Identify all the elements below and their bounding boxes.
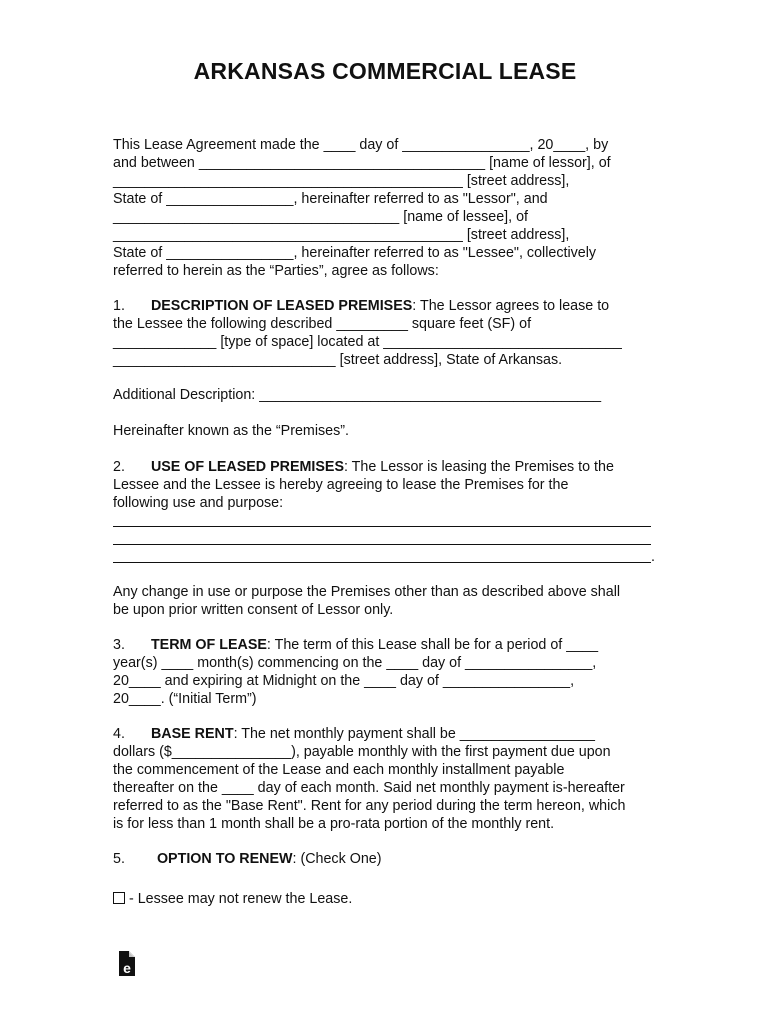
section-1-line-1 <box>113 297 609 315</box>
change-line-1: Any change in use or purpose the Premises other than as described above shall <box>113 584 621 600</box>
document-title: ARKANSAS COMMERCIAL LEASE <box>193 58 577 84</box>
section-5-number: 5. <box>113 851 125 867</box>
use-purpose-period: . <box>651 549 655 565</box>
section-3-line-3: 20____ and expiring at Midnight on the ____ day of ________________, <box>113 673 575 689</box>
use-purpose-blank-1[interactable] <box>113 526 651 527</box>
section-4-line-3: the commencement of the Lease and each monthly installment payable <box>113 762 565 778</box>
section-1-number: 1. <box>113 298 125 314</box>
section-5-line-1 <box>113 850 382 868</box>
intro-line-8: referred to herein as the “Parties”, agree as follows: <box>113 263 439 279</box>
section-1-line-3: _____________ [type of space] located at ______________________________ <box>113 334 622 350</box>
renew-option-1-checkbox[interactable] <box>113 892 125 904</box>
intro-line-6: ____________________________________________ [street address], <box>113 227 570 243</box>
section-2-text: : The Lessor is leasing the Premises to the <box>343 459 614 475</box>
intro-line-7: State of ________________, hereinafter referred to as "Lessee", collectively <box>113 245 597 261</box>
intro-line-1: This Lease Agreement made the ____ day of ________________, 20____, by <box>113 137 609 153</box>
renew-option-1 <box>113 890 352 908</box>
intro-line-3: ____________________________________________ [street address], <box>113 173 570 189</box>
section-1-heading: DESCRIPTION OF LEASED PREMISES <box>150 298 413 314</box>
change-line-2: be upon prior written consent of Lessor only. <box>113 602 394 618</box>
svg-text:e: e <box>123 960 131 976</box>
hereinafter-premises: Hereinafter known as the “Premises”. <box>113 423 349 439</box>
section-5-heading: OPTION TO RENEW <box>156 851 293 867</box>
section-3-text: : The term of this Lease shall be for a period of ____ <box>266 637 599 653</box>
section-3-heading: TERM OF LEASE <box>150 637 267 653</box>
section-4-line-6: is for less than 1 month shall be a pro-rata portion of the monthly rent. <box>113 816 555 832</box>
section-3-number: 3. <box>113 637 125 653</box>
use-purpose-blank-3[interactable] <box>113 562 651 563</box>
section-1-line-4: ____________________________ [street address], State of Arkansas. <box>113 352 563 368</box>
section-2-number: 2. <box>113 459 125 475</box>
section-4-line-1 <box>113 725 595 743</box>
intro-line-2: and between ____________________________________ [name of lessor], of <box>113 155 611 171</box>
use-purpose-blank-2[interactable] <box>113 544 651 545</box>
eforms-logo-icon <box>118 951 136 977</box>
section-4-text: : The net monthly payment shall be _________________ <box>233 726 595 742</box>
additional-description: Additional Description: ___________________________________________ <box>113 387 602 403</box>
section-2-line-2: Lessee and the Lessee is hereby agreeing to lease the Premises for the <box>113 477 569 493</box>
intro-line-4: State of ________________, hereinafter referred to as "Lessor", and <box>113 191 548 207</box>
section-4-heading: BASE RENT <box>150 726 234 742</box>
section-1-text: : The Lessor agrees to lease to <box>412 298 610 314</box>
section-4-line-5: referred to as the "Base Rent". Rent for any period during the term hereon, which <box>113 798 626 814</box>
section-5-text: : (Check One) <box>292 851 382 867</box>
section-3-line-1 <box>113 636 598 654</box>
section-2-heading: USE OF LEASED PREMISES <box>150 459 344 475</box>
renew-option-1-label: - Lessee may not renew the Lease. <box>129 891 353 907</box>
section-4-line-2: dollars ($_______________), payable monthly with the first payment due upon <box>113 744 611 760</box>
section-4-number: 4. <box>113 726 125 742</box>
section-4-line-4: thereafter on the ____ day of each month. Said net monthly payment is-hereafter <box>113 780 625 796</box>
intro-line-5: ____________________________________ [name of lessee], of <box>113 209 528 225</box>
section-3-line-2: year(s) ____ month(s) commencing on the ____ day of ________________, <box>113 655 597 671</box>
section-1-line-2: the Lessee the following described _________ square feet (SF) of <box>113 316 532 332</box>
section-2-line-3: following use and purpose: <box>113 495 284 511</box>
section-3-line-4: 20____. (“Initial Term”) <box>113 691 257 707</box>
section-2-line-1 <box>113 458 614 476</box>
